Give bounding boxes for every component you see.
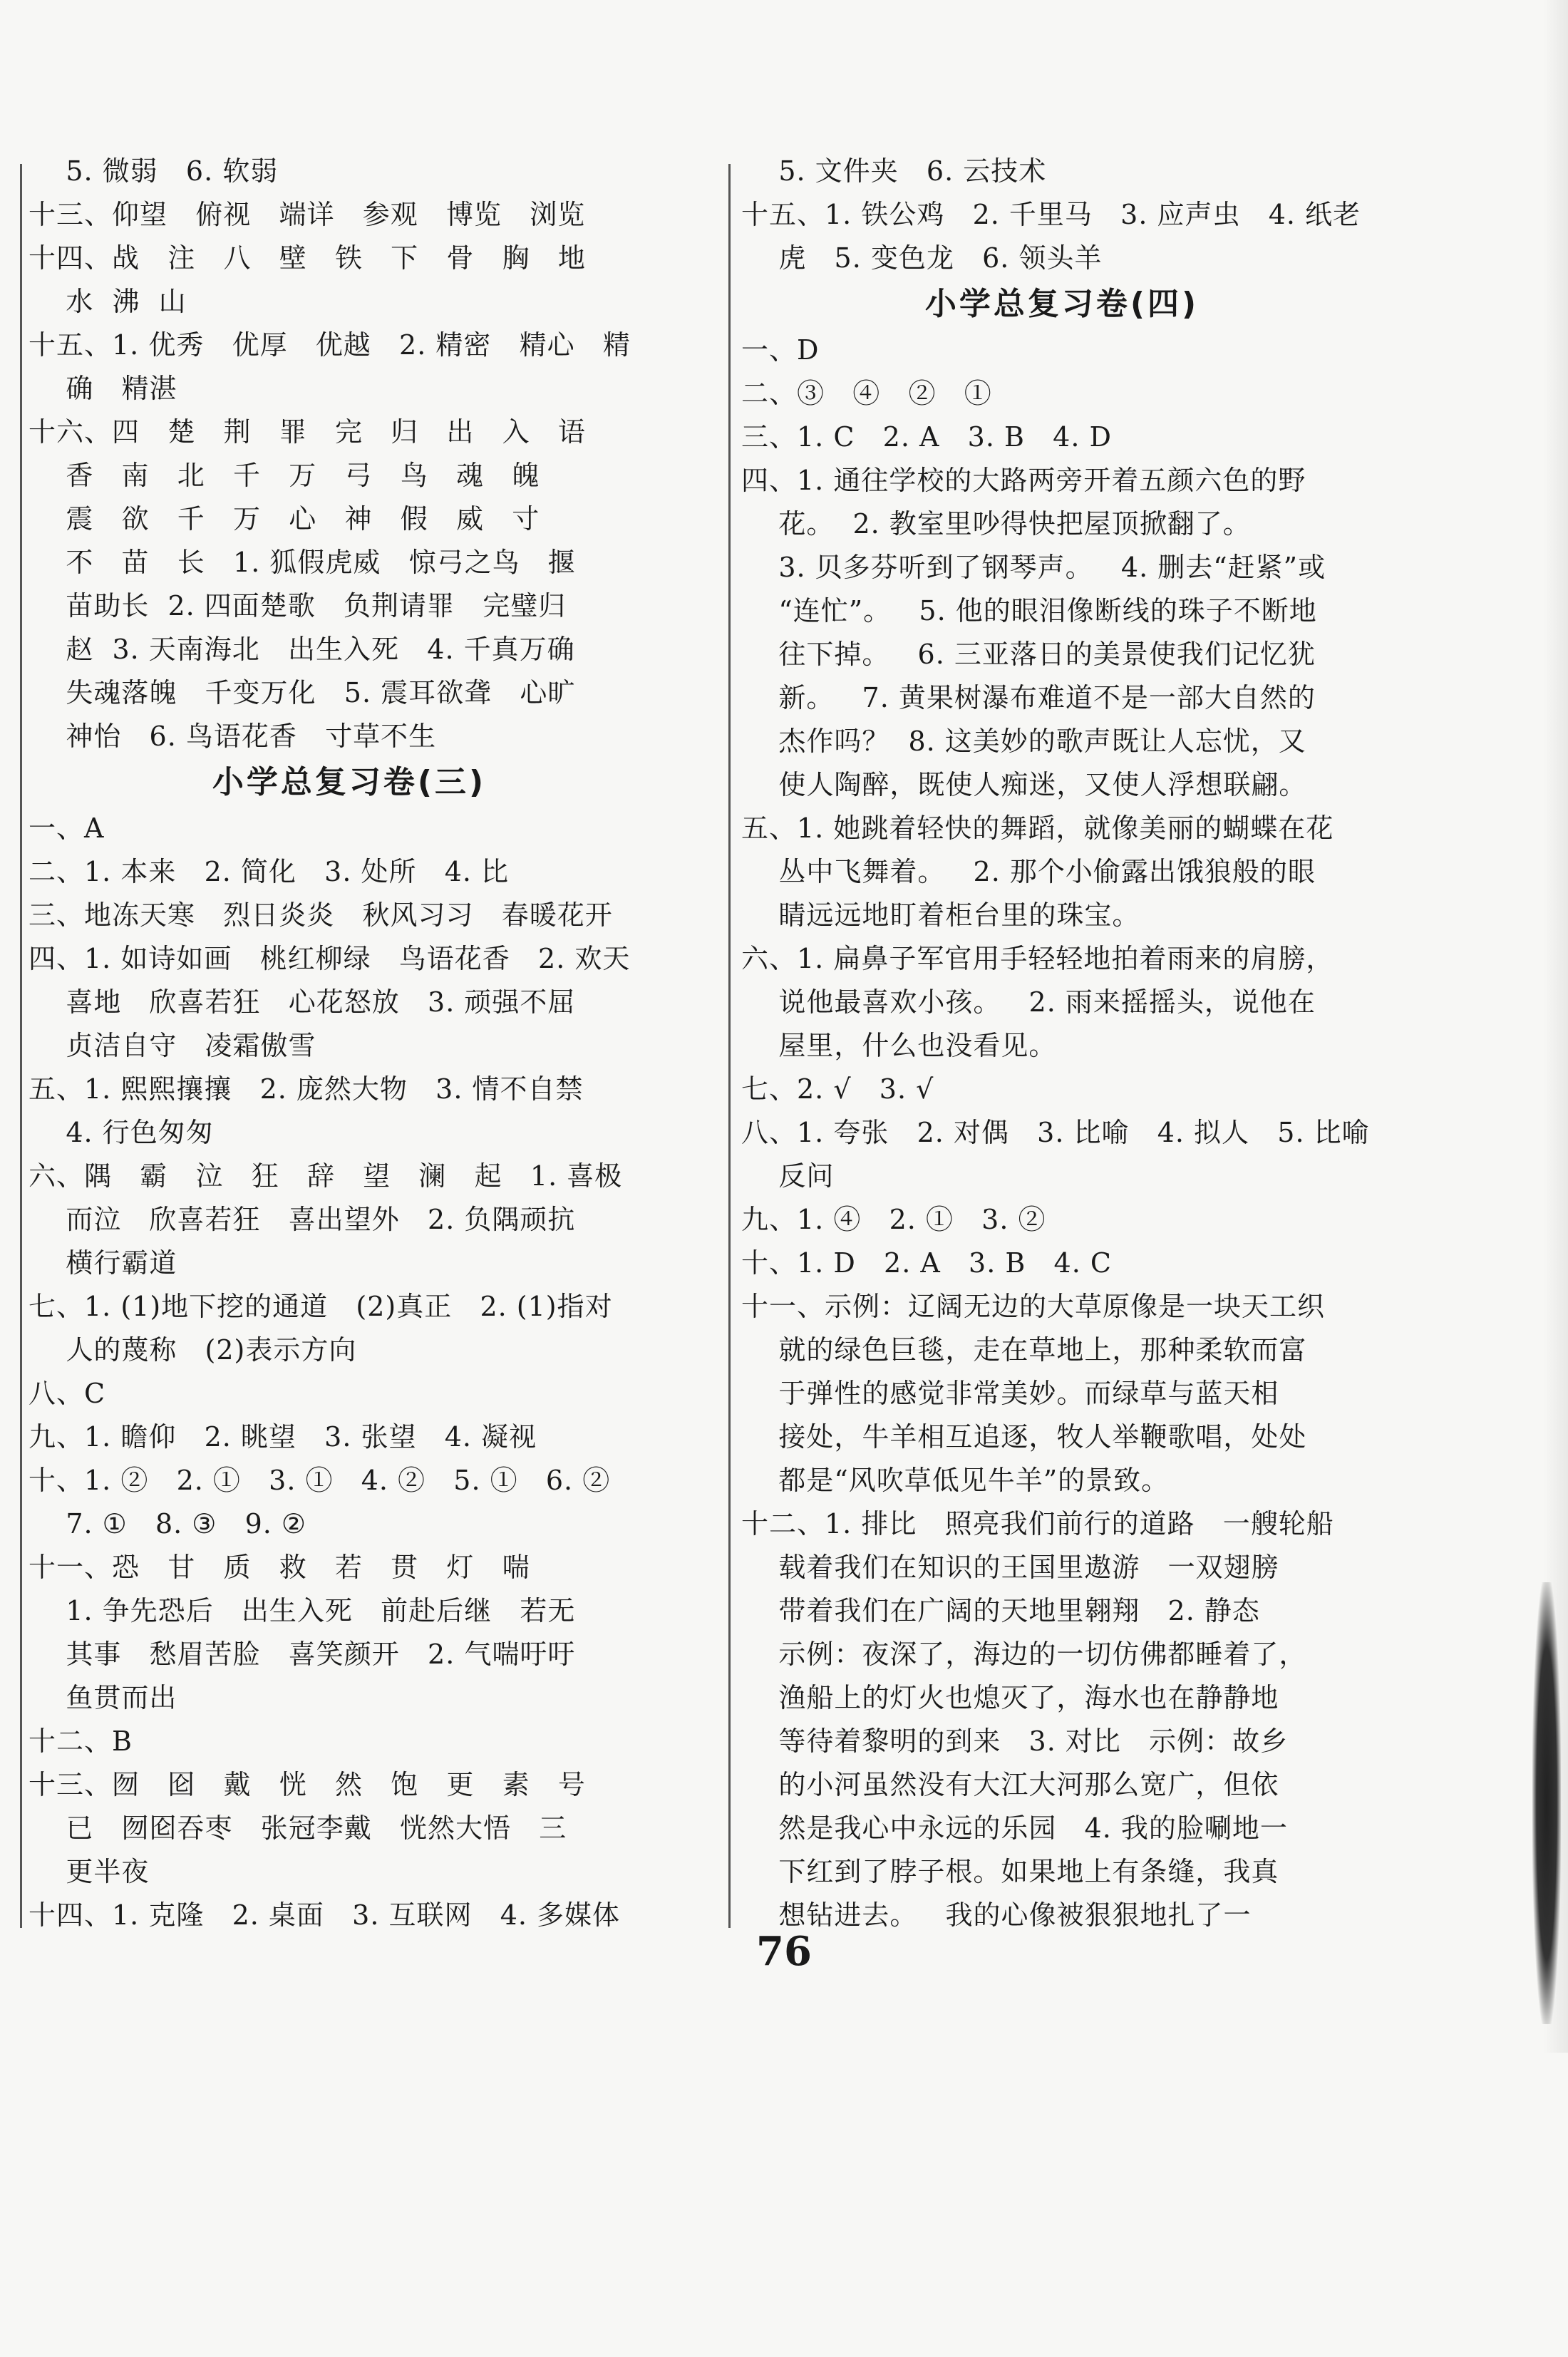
section-title-review-4: 小学总复习卷(四) bbox=[924, 286, 1200, 322]
answer-line: 3. 贝多芬听到了钢琴声。 4. 删去“赶紧”或 bbox=[741, 552, 1326, 583]
answer-line: 四、1. 通往学校的大路两旁开着五颜六色的野 bbox=[741, 465, 1306, 496]
answer-line: 然是我心中永远的乐园 4. 我的脸唰地一 bbox=[741, 1812, 1288, 1844]
answer-line: 花。 2. 教室里吵得快把屋顶掀翻了。 bbox=[741, 508, 1251, 540]
answer-line: 十、1. ② 2. ① 3. ① 4. ② 5. ① 6. ② bbox=[29, 1465, 611, 1496]
answer-line: 十、1. D 2. A 3. B 4. C bbox=[741, 1247, 1112, 1279]
answer-line: 三、地冻天寒 烈日炎炎 秋风习习 春暖花开 bbox=[29, 899, 613, 931]
answer-line: 而泣 欣喜若狂 喜出望外 2. 负隅顽抗 bbox=[29, 1204, 576, 1235]
answer-line: 带着我们在广阔的天地里翱翔 2. 静态 bbox=[741, 1595, 1260, 1626]
answer-line: 已 囫囵吞枣 张冠李戴 恍然大悟 三 bbox=[29, 1812, 567, 1844]
answer-line: 九、1. 瞻仰 2. 眺望 3. 张望 4. 凝视 bbox=[29, 1421, 537, 1453]
answer-line: 六、1. 扁鼻子军官用手轻轻地拍着雨来的肩膀， bbox=[741, 943, 1334, 974]
answer-line: “连忙”。 5. 他的眼泪像断线的珠子不断地 bbox=[741, 595, 1317, 626]
answer-line: 五、1. 熙熙攘攘 2. 庞然大物 3. 情不自禁 bbox=[29, 1073, 584, 1105]
answer-line: 苗助长 2. 四面楚歌 负荆请罪 完璧归 bbox=[29, 590, 567, 622]
answer-line: 五、1. 她跳着轻快的舞蹈，就像美丽的蝴蝶在花 bbox=[741, 813, 1334, 844]
scan-artifact bbox=[1532, 1582, 1561, 2024]
answer-line: 鱼贯而出 bbox=[29, 1682, 177, 1713]
answer-line: 赵 3. 天南海北 出生入死 4. 千真万确 bbox=[29, 634, 575, 665]
left-answers-part1 bbox=[29, 150, 670, 758]
answer-line: 十四、战 注 八 壁 铁 下 骨 胸 地 bbox=[29, 242, 586, 274]
answer-line: 示例：夜深了，海边的一切仿佛都睡着了， bbox=[741, 1639, 1307, 1670]
answer-line: 香 南 北 千 万 弓 鸟 魂 魄 bbox=[29, 460, 540, 491]
answer-line: 往下掉。 6. 三亚落日的美景使我们记忆犹 bbox=[741, 639, 1316, 670]
answer-line: 7. ① 8. ③ 9. ② bbox=[29, 1508, 306, 1539]
answer-line: 横行霸道 bbox=[29, 1247, 177, 1279]
answer-line: 1. 争先恐后 出生入死 前赴后继 若无 bbox=[29, 1595, 576, 1626]
answer-line: 接处，牛羊相互追逐，牧人举鞭歌唱，处处 bbox=[741, 1421, 1307, 1453]
answer-line: 十三、仰望 俯视 端详 参观 博览 浏览 bbox=[29, 199, 586, 230]
center-column-rule bbox=[728, 164, 731, 1928]
answer-line: 震 欲 千 万 心 神 假 威 寸 bbox=[29, 503, 540, 535]
answer-line: 确 精湛 bbox=[29, 373, 177, 404]
answer-line: 九、1. ④ 2. ① 3. ② bbox=[741, 1204, 1046, 1235]
answer-line: 渔船上的灯火也熄灭了，海水也在静静地 bbox=[741, 1682, 1279, 1713]
answer-line: 丛中飞舞着。 2. 那个小偷露出饿狼般的眼 bbox=[741, 856, 1316, 887]
answer-line: 十二、B bbox=[29, 1726, 133, 1757]
answer-line: 就的绿色巨毯，走在草地上，那种柔软而富 bbox=[741, 1334, 1307, 1366]
answer-line: 睛远远地盯着柜台里的珠宝。 bbox=[741, 899, 1140, 931]
answer-line: 一、D bbox=[741, 334, 820, 366]
answer-line: 八、1. 夸张 2. 对偶 3. 比喻 4. 拟人 5. 比喻 bbox=[741, 1117, 1370, 1148]
right-answers-part2 bbox=[741, 329, 1383, 1937]
answer-line: 虎 5. 变色龙 6. 领头羊 bbox=[741, 242, 1103, 274]
left-column bbox=[29, 150, 670, 1937]
answer-line: 十三、囫 囵 戴 恍 然 饱 更 素 号 bbox=[29, 1769, 586, 1800]
answer-line: 5. 文件夹 6. 云技术 bbox=[741, 155, 1047, 187]
answer-line: 十四、1. 克隆 2. 桌面 3. 互联网 4. 多媒体 bbox=[29, 1899, 621, 1931]
answer-line: 七、2. √ 3. √ bbox=[741, 1073, 934, 1105]
answer-line: 十一、示例：辽阔无边的大草原像是一块天工织 bbox=[741, 1291, 1326, 1322]
section-title-review-3: 小学总复习卷(三) bbox=[212, 764, 487, 800]
answer-line: 水 沸 山 bbox=[29, 286, 187, 317]
answer-line: 十二、1. 排比 照亮我们前行的道路 一艘轮船 bbox=[741, 1508, 1334, 1539]
answer-line: 十一、恐 甘 质 救 若 贯 灯 喘 bbox=[29, 1552, 530, 1583]
answer-line: 贞洁自守 凌霜傲雪 bbox=[29, 1030, 316, 1061]
answer-line: 不 苗 长 1. 狐假虎威 惊弓之鸟 揠 bbox=[29, 547, 576, 578]
answer-line: 5. 微弱 6. 软弱 bbox=[29, 155, 279, 187]
answer-line: 屋里，什么也没看见。 bbox=[741, 1030, 1057, 1061]
answer-line: 想钻进去。 我的心像被狠狠地扎了一 bbox=[741, 1899, 1252, 1931]
answer-line: 二、③ ④ ② ① bbox=[741, 378, 992, 409]
answer-line: 更半夜 bbox=[29, 1856, 150, 1887]
answer-line: 一、A bbox=[29, 813, 105, 844]
answer-line: 都是“风吹草低见牛羊”的景致。 bbox=[741, 1465, 1170, 1496]
answer-line: 下红到了脖子根。如果地上有条缝，我真 bbox=[741, 1856, 1279, 1887]
answer-line: 说他最喜欢小孩。 2. 雨来摇摇头，说他在 bbox=[741, 986, 1316, 1018]
answer-line: 使人陶醉，既使人痴迷，又使人浮想联翩。 bbox=[741, 769, 1307, 800]
answer-line: 三、1. C 2. A 3. B 4. D bbox=[741, 421, 1112, 453]
answer-line: 神怡 6. 鸟语花香 寸草不生 bbox=[29, 721, 437, 752]
left-answers-part2 bbox=[29, 807, 670, 1937]
right-column bbox=[741, 150, 1383, 1937]
answer-line: 载着我们在知识的王国里遨游 一双翅膀 bbox=[741, 1552, 1279, 1583]
answer-line: 的小河虽然没有大江大河那么宽广，但依 bbox=[741, 1769, 1279, 1800]
answer-line: 喜地 欣喜若狂 心花怒放 3. 顽强不屈 bbox=[29, 986, 576, 1018]
answer-line: 4. 行色匆匆 bbox=[29, 1117, 214, 1148]
answer-line: 十五、1. 优秀 优厚 优越 2. 精密 精心 精 bbox=[29, 329, 631, 361]
answer-line: 七、1. (1)地下挖的通道 (2)真正 2. (1)指对 bbox=[29, 1291, 613, 1322]
answer-line: 失魂落魄 千变万化 5. 震耳欲聋 心旷 bbox=[29, 677, 576, 708]
answer-line: 十五、1. 铁公鸡 2. 千里马 3. 应声虫 4. 纸老 bbox=[741, 199, 1361, 230]
answer-line: 人的蔑称 (2)表示方向 bbox=[29, 1334, 357, 1366]
page-number: 76 bbox=[756, 1928, 812, 1975]
answer-line: 二、1. 本来 2. 简化 3. 处所 4. 比 bbox=[29, 856, 510, 887]
answer-line: 反问 bbox=[741, 1160, 835, 1192]
answer-line: 四、1. 如诗如画 桃红柳绿 鸟语花香 2. 欢天 bbox=[29, 943, 631, 974]
answer-line: 其事 愁眉苦脸 喜笑颜开 2. 气喘吁吁 bbox=[29, 1639, 576, 1670]
answer-line: 六、隅 霸 泣 狂 辞 望 澜 起 1. 喜极 bbox=[29, 1160, 623, 1192]
answer-line: 新。 7. 黄果树瀑布难道不是一部大自然的 bbox=[741, 682, 1316, 713]
answer-line: 于弹性的感觉非常美妙。而绿草与蓝天相 bbox=[741, 1378, 1279, 1409]
right-answers-part1 bbox=[741, 150, 1383, 280]
answer-line: 杰作吗？ 8. 这美妙的歌声既让人忘忧，又 bbox=[741, 726, 1306, 757]
answer-line: 八、C bbox=[29, 1378, 106, 1409]
answer-line: 等待着黎明的到来 3. 对比 示例：故乡 bbox=[741, 1726, 1289, 1757]
answer-line: 十六、四 楚 荆 罪 完 归 出 入 语 bbox=[29, 416, 586, 448]
left-column-rule bbox=[20, 164, 22, 1928]
